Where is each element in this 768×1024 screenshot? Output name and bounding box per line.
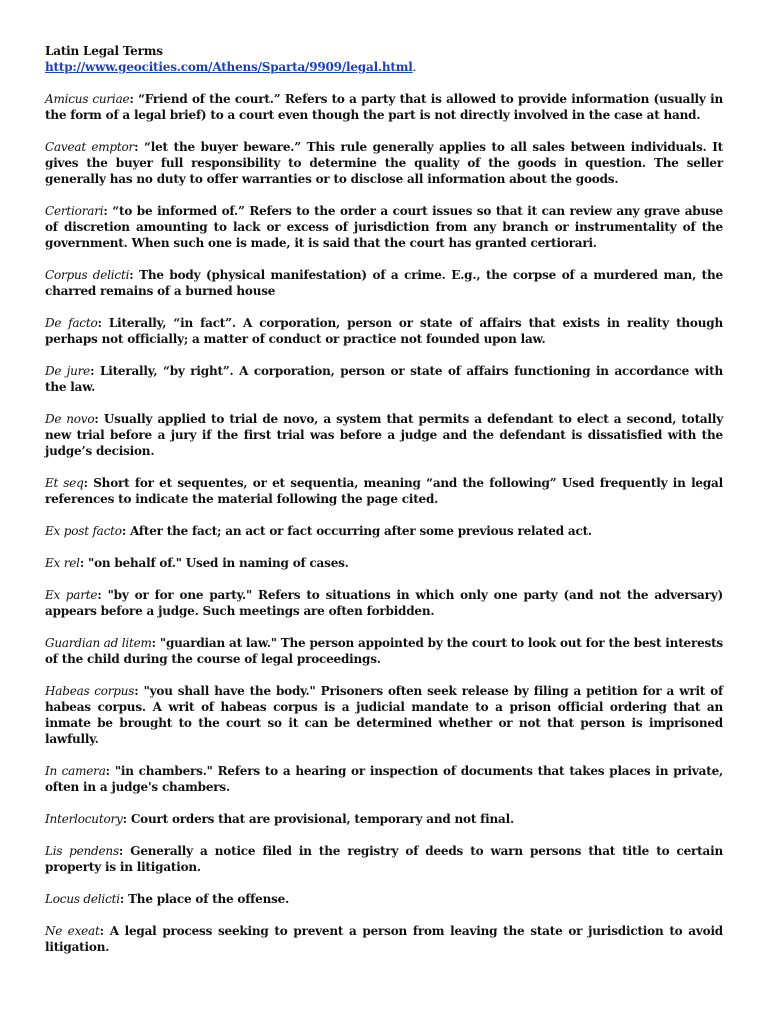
entry-separator: : (97, 316, 109, 330)
entry-definition: Court orders that are provisional, temporary and not final. (130, 812, 514, 826)
entry-definition: "you shall have the body." Prisoners often seek release by filing a petition for a writ of habeas corpus. A writ of habeas corpus is a judicial mandate to a prison official ordering that an inmate be brought to the court so it can be determined whether or not that person is imprisoned lawfully. (45, 684, 723, 746)
entry-definition: "by or for one party." Refers to situations in which only one party (and not the adversary) appears before a judge. Such meetings are often forbidden. (45, 588, 723, 618)
document-page (45, 43, 723, 955)
entry-separator: : (118, 844, 131, 858)
entry-term: Ex parte (45, 588, 98, 602)
entry-term: Guardian ad litem (45, 636, 152, 650)
source-line (45, 59, 723, 75)
entry-term: Caveat emptor (45, 140, 135, 154)
entry-definition: “let the buyer beware.” This rule generally applies to all sales between individuals. It gives the buyer full responsibility to determine the quality of the goods in question. The seller generally has no duty to offer warranties or to disclose all information about the goods. (45, 140, 723, 186)
entry-term: Et seq (45, 476, 84, 490)
entry-term: Corpus delicti (45, 268, 130, 282)
entry-separator: : (151, 636, 160, 650)
glossary-entry (45, 843, 723, 875)
entry-term: Lis pendens (45, 844, 119, 858)
entry-separator: : (122, 812, 131, 826)
glossary-entry (45, 635, 723, 667)
entry-separator: : (134, 684, 144, 698)
entry-definition: "in chambers." Refers to a hearing or inspection of documents that takes places in private, often in a judge's chambers. (45, 764, 723, 794)
entry-separator: : (90, 364, 100, 378)
entry-definition: “Friend of the court.” Refers to a party that is allowed to provide information (usually in the form of a legal brief) to a court even though the part is not directly involved in the case at hand. (45, 92, 723, 122)
entry-term: Ex post facto (45, 524, 122, 538)
entry-term: Amicus curiae (45, 92, 130, 106)
source-suffix: . (412, 60, 417, 74)
entry-definition: Literally, “by right”. A corporation, person or state of affairs functioning in accordance with the law. (45, 364, 723, 394)
entry-definition: "guardian at law." The person appointed by the court to look out for the best interests of the child during the course of legal proceedings. (45, 636, 723, 666)
glossary-entry (45, 267, 723, 299)
entry-definition: Short for et sequentes, or et sequentia, meaning “and the following” Used frequently in legal references to indicate the material following the page cited. (45, 476, 723, 506)
glossary-entry (45, 203, 723, 251)
entry-definition: A legal process seeking to prevent a person from leaving the state or jurisdiction to avoid litigation. (45, 924, 724, 954)
glossary-entry (45, 475, 723, 507)
glossary-entry (45, 763, 723, 795)
entry-term: Habeas corpus (45, 684, 135, 698)
glossary-entry (45, 139, 723, 187)
entry-definition: The place of the offense. (128, 892, 290, 906)
entry-separator: : (129, 92, 139, 106)
entry-term: Locus delicti (45, 892, 120, 906)
entry-term: In camera (45, 764, 106, 778)
entry-separator: : (79, 556, 89, 570)
entry-definition: After the fact; an act or fact occurring after some previous related act. (130, 524, 592, 538)
entry-term: De jure (45, 364, 91, 378)
document-title: Latin Legal Terms (45, 44, 163, 58)
entry-separator: : (134, 140, 145, 154)
glossary-entry (45, 555, 723, 571)
entry-term: De novo (45, 412, 95, 426)
glossary-entry (45, 811, 723, 827)
glossary-entry (45, 523, 723, 539)
glossary-entry (45, 587, 723, 619)
glossary-entry (45, 315, 723, 347)
glossary-entry (45, 683, 723, 747)
entry-term: Certiorari (45, 204, 104, 218)
entry-definition: Usually applied to trial de novo, a system that permits a defendant to elect a second, totally new trial before a jury if the first trial was before a judge and the defendant is dissatisfied with the judge’s decision. (45, 412, 723, 458)
entry-definition: The body (physical manifestation) of a crime. E.g., the corpse of a murdered man, the charred remains of a burned house (45, 268, 723, 298)
entry-definition: Literally, “in fact”. A corporation, person or state of affairs that exists in reality though perhaps not officially; a matter of conduct or practice not founded upon law. (45, 316, 723, 346)
entry-separator: : (97, 588, 108, 602)
glossary-entry (45, 411, 723, 459)
entry-separator: : (119, 892, 129, 906)
glossary-entry (45, 91, 723, 123)
entry-term: Ne exeat (45, 924, 100, 938)
entry-definition: “to be informed of.” Refers to the order a court issues so that it can review any grave abuse of discretion amounting to lack or excess of jurisdiction from any branch or instrumentality of the government. When such one is made, it is said that the court has granted certiorari. (45, 204, 723, 250)
entry-term: De facto (45, 316, 98, 330)
entry-separator: : (83, 476, 94, 490)
entry-separator: : (99, 924, 110, 938)
entry-separator: : (94, 412, 104, 426)
entry-separator: : (129, 268, 140, 282)
entry-separator: : (121, 524, 131, 538)
entry-definition: Generally a notice filed in the registry of deeds to warn persons that title to certain property is in litigation. (45, 844, 723, 874)
source-link[interactable]: http://www.geocities.com/Athens/Sparta/9909/legal.html (45, 60, 413, 74)
entry-term: Interlocutory (45, 812, 123, 826)
glossary-entry (45, 923, 723, 955)
glossary-entry (45, 363, 723, 395)
entry-separator: : (103, 204, 113, 218)
glossary-entry (45, 891, 723, 907)
entry-separator: : (105, 764, 115, 778)
entry-term: Ex rel (45, 556, 80, 570)
entry-definition: "on behalf of." Used in naming of cases. (88, 556, 349, 570)
